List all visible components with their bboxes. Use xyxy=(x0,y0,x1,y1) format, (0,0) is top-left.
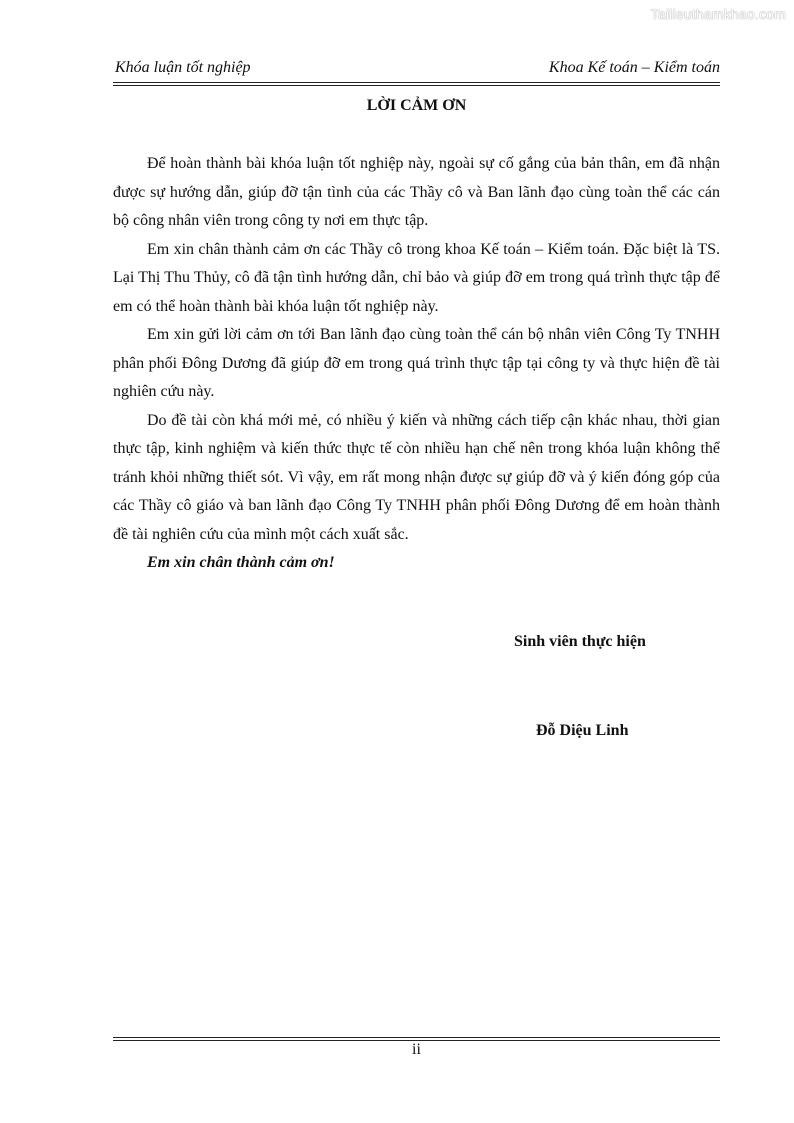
page-title: LỜI CẢM ƠN xyxy=(366,97,467,114)
paragraph: Để hoàn thành bài khóa luận tốt nghiệp này, ngoài sự cố gắng của bản thân, em đã nhận được sự hướng dẫn, giúp đỡ tận tình của các Thầy cô và Ban lãnh đạo cùng toàn thể các cán bộ công nhân viên trong công ty nơi em thực tập. xyxy=(113,155,720,229)
header-left-text: Khóa luận tốt nghiệp xyxy=(115,59,251,76)
signer-name: Đỗ Diệu Linh xyxy=(536,722,629,739)
paragraph: Em xin chân thành cảm ơn các Thầy cô trong khoa Kế toán – Kiểm toán. Đặc biệt là TS. Lại Thị Thu Thủy, cô đã tận tình hướng dẫn, chỉ bảo và giúp đỡ em trong quá trình thực tập để em có thể hoàn thành bài khóa luận tốt nghiệp này. xyxy=(113,240,720,315)
page-number: ii xyxy=(412,1041,421,1058)
footer-rule xyxy=(113,1037,720,1038)
closing-line: Em xin chân thành cảm ơn! xyxy=(147,554,335,571)
header-rule xyxy=(113,82,720,83)
header-rule xyxy=(113,85,720,86)
paragraph: Do đề tài còn khá mới mẻ, có nhiều ý kiến và những cách tiếp cận khác nhau, thời gian thực tập, kinh nghiệm và kiến thức thực tế còn nhiều hạn chế nên trong khóa luận không thể tránh khỏi những thiết sót. Vì vậy, em rất mong nhận được sự giúp đỡ và ý kiến đóng góp của các Thầy cô giáo và ban lãnh đạo Công Ty TNHH phân phối Đông Dương để em hoàn thành đề tài nghiên cứu của mình một cách xuất sắc. xyxy=(113,411,720,543)
header-right-text: Khoa Kế toán – Kiểm toán xyxy=(548,59,720,76)
signer-role: Sinh viên thực hiện xyxy=(514,633,646,650)
watermark-text: Tailieuthamkhao.com xyxy=(650,6,786,22)
acknowledgement-body xyxy=(113,150,720,578)
page-header xyxy=(113,57,720,83)
paragraph: Em xin gửi lời cảm ơn tới Ban lãnh đạo cùng toàn thể cán bộ nhân viên Công Ty TNHH phân phối Đông Dương đã giúp đỡ em trong quá trình thực tập tại công ty và thực hiện đề tài nghiên cứu này. xyxy=(113,326,720,400)
